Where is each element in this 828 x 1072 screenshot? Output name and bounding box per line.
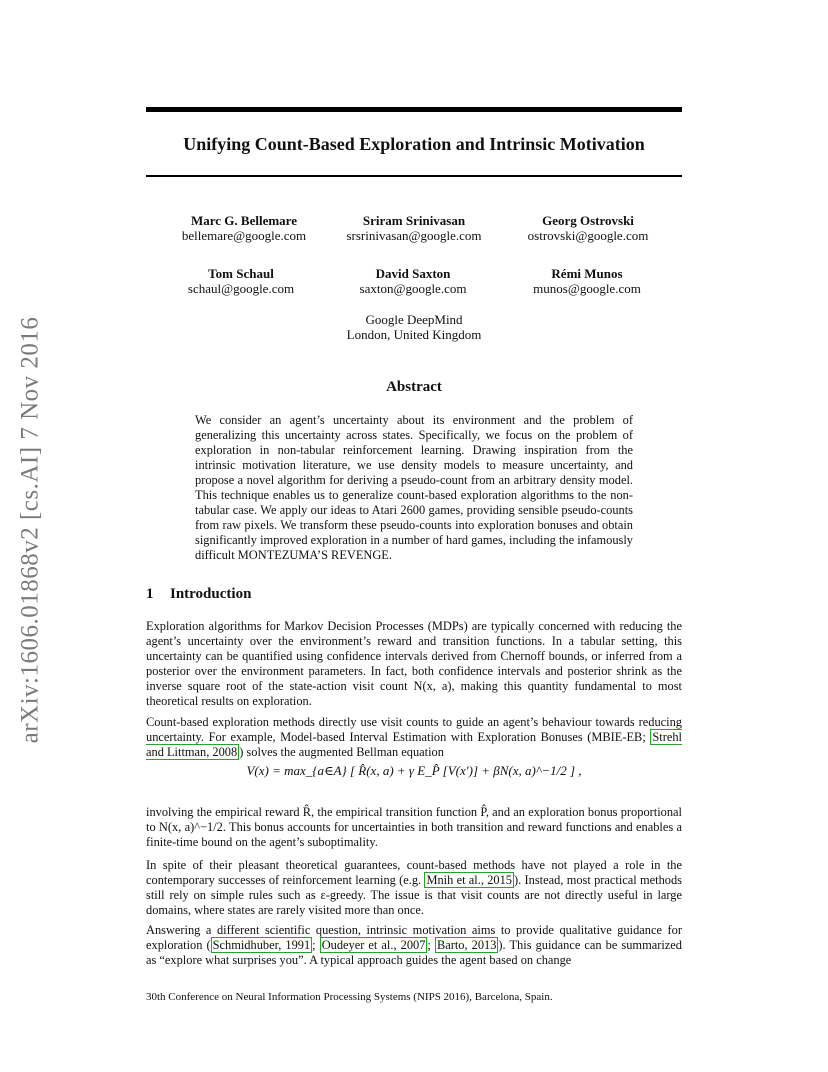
section-number: 1: [146, 586, 154, 602]
title-rule-top: [146, 107, 682, 112]
author-block: [488, 213, 688, 243]
author-name: David Saxton: [375, 266, 451, 281]
intro-paragraph-4: [146, 858, 682, 918]
citation-link[interactable]: Strehl and Littman, 2008: [146, 730, 682, 759]
author-email: ostrovski@google.com: [527, 228, 649, 243]
affiliation: [314, 312, 514, 342]
conference-footnote: 30th Conference on Neural Information Processing Systems (NIPS 2016), Barcelona, Spain.: [146, 991, 553, 1003]
section-heading: [146, 586, 251, 603]
author-email: saxton@google.com: [359, 281, 467, 296]
arxiv-identifier: [16, 300, 44, 760]
abstract-heading: Abstract: [386, 379, 442, 395]
section-title: Introduction: [170, 586, 252, 602]
author-name: Sriram Srinivasan: [362, 213, 466, 228]
paragraph-text: Answering a different scientific question, intrinsic motivation aims to provide qualitative guidance for exploration (: [146, 923, 682, 952]
citation-link[interactable]: Schmidhuber, 1991: [212, 938, 311, 952]
author-email: bellemare@google.com: [181, 228, 307, 243]
abstract-text: We consider an agent’s uncertainty about its environment and the problem of generalizing this uncertainty across states. Specifically, we focus on the problem of exploration in non-tabular reinforcement learning. Drawing inspiration from the intrinsic motivation literature, we use density models to measure uncertainty, and propose a novel algorithm for deriving a pseudo-count from an arbitrary density model. This technique enables us to generalize count-based exploration algorithms to the non-tabular case. We apply our ideas to Atari 2600 games, providing sensible pseudo-counts from raw pixels. We transform these pseudo-counts into exploration bonuses and obtain significantly improved exploration in a number of hard games, including the infamously difficult MONTEZUMA’S REVENGE.: [195, 413, 633, 562]
title-rule-bottom: [146, 175, 682, 177]
citation-link[interactable]: Barto, 2013: [436, 938, 497, 952]
affiliation-place: London, United Kingdom: [346, 327, 482, 342]
citation-link[interactable]: Mnih et al., 2015: [426, 873, 513, 887]
author-email: munos@google.com: [533, 281, 641, 296]
affiliation-org: Google DeepMind: [365, 312, 463, 327]
paragraph-text: ). This guidance can be summarized as “explore what surprises you”. A typical approach guides the agent based on change: [146, 938, 682, 967]
author-name: Tom Schaul: [208, 266, 274, 281]
paragraph-text: ). Instead, most practical methods still rely on simple rules such as ε-greedy. The issue is that visit counts are not directly useful in large domains, where states are rarely visited more than once.: [146, 873, 682, 917]
author-block: [313, 266, 513, 296]
author-block: [141, 266, 341, 296]
author-block: [487, 266, 687, 296]
paper-title: Unifying Count-Based Exploration and Intrinsic Motivation: [183, 134, 645, 154]
bellman-equation: V(x) = max_{a∈A} [ R̂(x, a) + γ E_P̂ [V(x′)] + βN(x, a)^−1/2 ] ,: [246, 763, 582, 778]
author-name: Georg Ostrovski: [542, 213, 634, 228]
intro-paragraph-1: Exploration algorithms for Markov Decision Processes (MDPs) are typically concerned with reducing the agent’s uncertainty over the environment’s reward and transition functions. In a tabular setting, this uncertainty can be quantified using confidence intervals derived from Chernoff bounds, or inferred from a posterior over the environment parameters. In fact, both confidence intervals and posterior shrink as the inverse square root of the state-action visit count N(x, a), making this quantity fundamental to most theoretical results on exploration.: [146, 619, 682, 708]
intro-paragraph-5: [146, 923, 682, 968]
paragraph-text: Count-based exploration methods directly use visit counts to guide an agent’s behaviour towards reducing uncertainty. For example, Model-based Interval Estimation with Exploration Bonuses (MBIE-EB;: [146, 715, 682, 744]
paragraph-text: ) solves the augmented Bellman equation: [239, 745, 444, 759]
author-name: Rémi Munos: [551, 266, 623, 281]
citation-link[interactable]: Oudeyer et al., 2007: [321, 938, 426, 952]
paragraph-text: In spite of their pleasant theoretical guarantees, count-based methods have not played a role in the contemporary successes of reinforcement learning (e.g.: [146, 858, 682, 887]
author-block: [314, 213, 514, 243]
author-name: Marc G. Bellemare: [190, 213, 297, 228]
intro-paragraph-2: [146, 715, 682, 760]
author-email: srsrinivasan@google.com: [346, 228, 482, 243]
intro-paragraph-3: involving the empirical reward R̂, the empirical transition function P̂, and an exploration bonus proportional to N(x, a)^−1/2. This bonus accounts for uncertainties in both transition and reward functions and enables a finite-time bound on the agent’s suboptimality.: [146, 805, 682, 849]
citation-separator: ;: [427, 938, 435, 952]
citation-separator: ;: [312, 938, 320, 952]
author-email: schaul@google.com: [187, 281, 295, 296]
arxiv-identifier-text: arXiv:1606.01868v2 [cs.AI] 7 Nov 2016: [16, 316, 43, 744]
